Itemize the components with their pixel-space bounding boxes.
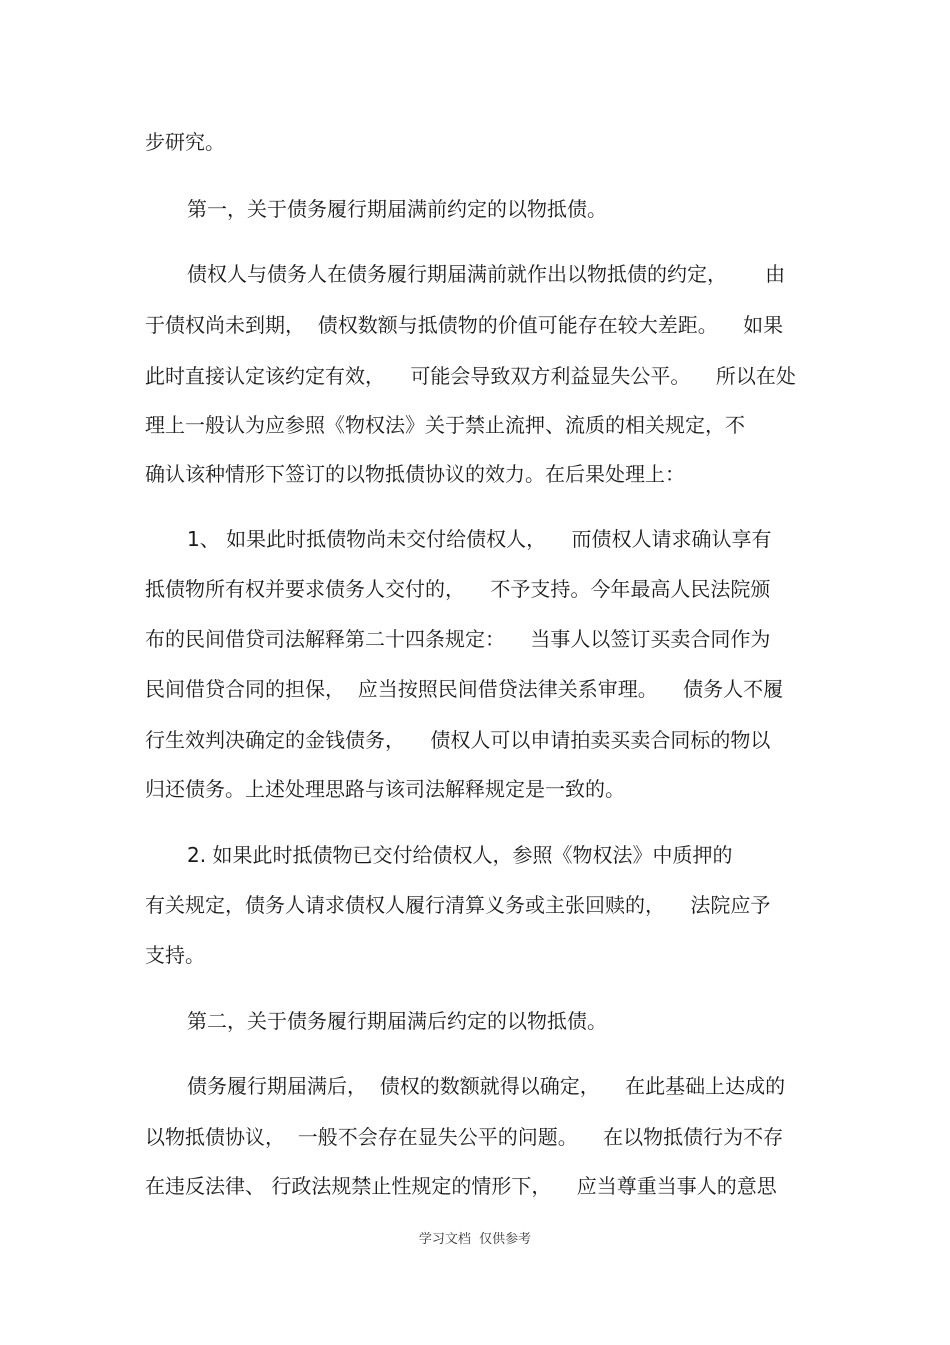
- text-line: 抵债物所有权并要求债务人交付的， 不予支持。今年最高人民法院颁: [145, 577, 771, 601]
- text-line: 债务履行期届满后， 债权的数额就得以确定， 在此基础上达成的: [187, 1074, 786, 1098]
- text-line: 有关规定，债务人请求债权人履行清算义务或主张回赎的， 法院应予: [145, 893, 771, 917]
- text-line: 此时直接认定该约定有效， 可能会导致双方利益显失公平。 所以在处: [145, 364, 796, 388]
- text-line: 支持。: [145, 943, 205, 967]
- section-heading: 第二，关于债务履行期届满后约定的以物抵债。: [187, 1009, 607, 1033]
- text-line: 于债权尚未到期， 债权数额与抵债物的价值可能存在较大差距。 如果: [145, 313, 784, 337]
- text-line: 行生效判决确定的金钱债务， 债权人可以申请拍卖买卖合同标的物以: [145, 728, 771, 752]
- page-footer: 学习文档 仅供参考: [418, 1232, 532, 1247]
- text-line: 确认该种情形下签订的以物抵债协议的效力。在后果处理上：: [145, 462, 685, 486]
- text-line: 在违反法律、 行政法规禁止性规定的情形下， 应当尊重当事人的意思: [145, 1174, 777, 1198]
- text-line: 民间借贷合同的担保， 应当按照民间借贷法律关系审理。 债务人不履: [145, 677, 784, 701]
- section-heading: 第一，关于债务履行期届满前约定的以物抵债。: [187, 197, 607, 221]
- text-line: 理上一般认为应参照《物权法》关于禁止流押、流质的相关规定，不: [145, 413, 745, 437]
- text-line: 归还债务。上述处理思路与该司法解释规定是一致的。: [145, 777, 625, 801]
- text-line: 以物抵债协议， 一般不会存在显失公平的问题。 在以物抵债行为不存: [145, 1125, 784, 1149]
- list-item-1: 1、 如果此时抵债物尚未交付给债权人， 而债权人请求确认享有: [187, 527, 772, 551]
- text-line: 布的民间借贷司法解释第二十四条规定： 当事人以签订买卖合同作为: [145, 627, 771, 651]
- list-item-2: 2. 如果此时抵债物已交付给债权人，参照《物权法》中质押的: [187, 843, 733, 867]
- text-line: 步研究。: [145, 130, 225, 154]
- text-line: 债权人与债务人在债务履行期届满前就作出以物抵债的约定， 由: [187, 262, 786, 286]
